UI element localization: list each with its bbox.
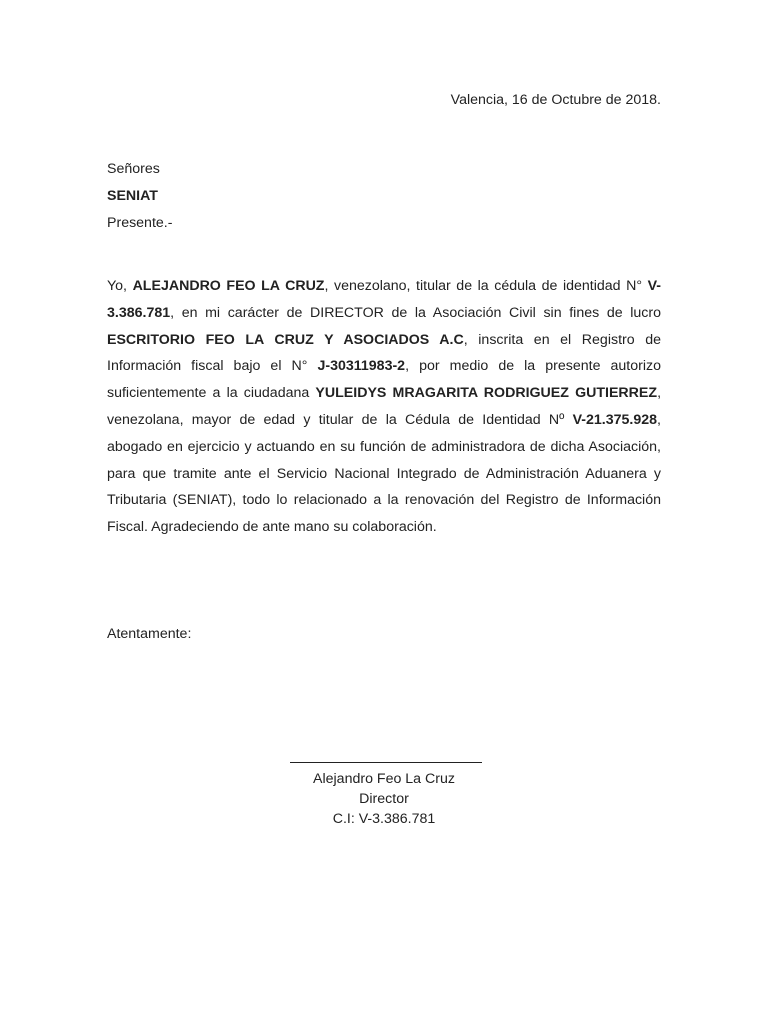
body-text: , venezolana, mayor de edad y titular de la Cédula de Identidad Nº <box>107 385 662 428</box>
body-text: Yo, <box>107 278 133 294</box>
salutation: Señores <box>107 161 160 177</box>
body-text: , en mi carácter de DIRECTOR de la Asociación Civil sin fines de lucro <box>170 304 661 321</box>
body-text: , inscrita en el Registro de Información fiscal bajo el N° <box>107 331 661 375</box>
body-bold-text: ESCRITORIO FEO LA CRUZ Y ASOCIADOS A.C <box>107 331 464 348</box>
body-text: , por medio de la presente autorizo suficientemente a la ciudadana <box>107 358 661 402</box>
body-bold-text: YULEIDYS MRAGARITA RODRIGUEZ GUTIERREZ <box>315 385 658 402</box>
signer-title: Director <box>359 791 409 807</box>
body-text: , venezolano, titular de la cédula de identidad N° <box>324 278 648 294</box>
letter-date: Valencia, 16 de Octubre de 2018. <box>450 92 661 108</box>
body-bold-text: V-21.375.928 <box>572 411 658 428</box>
addressee-block <box>107 156 172 237</box>
closing-line: Atentamente: <box>107 626 192 642</box>
signature-line <box>290 744 482 763</box>
body-text: , abogado en ejercicio y actuando en su función de administradora de dicha Asociación, para que tramite ante el Servicio Nacional Integrado de Administración Aduanera y Tributaria (SENIAT), todo lo relacionado a la renovación del Registro de Información Fiscal. Agradeciendo de ante mano su colaboración. <box>107 411 661 536</box>
present-line: Presente.- <box>107 215 173 231</box>
body-bold-text: V-3.386.781 <box>107 278 661 321</box>
body-bold-text: J-30311983-2 <box>317 358 406 375</box>
signer-id: C.I: V-3.386.781 <box>332 811 436 827</box>
signature-block <box>0 744 768 829</box>
body-bold-text: ALEJANDRO FEO LA CRUZ <box>132 278 325 294</box>
signer-name: Alejandro Feo La Cruz <box>313 771 455 787</box>
letter-body <box>107 273 661 541</box>
addressee-organization: SENIAT <box>107 188 158 204</box>
